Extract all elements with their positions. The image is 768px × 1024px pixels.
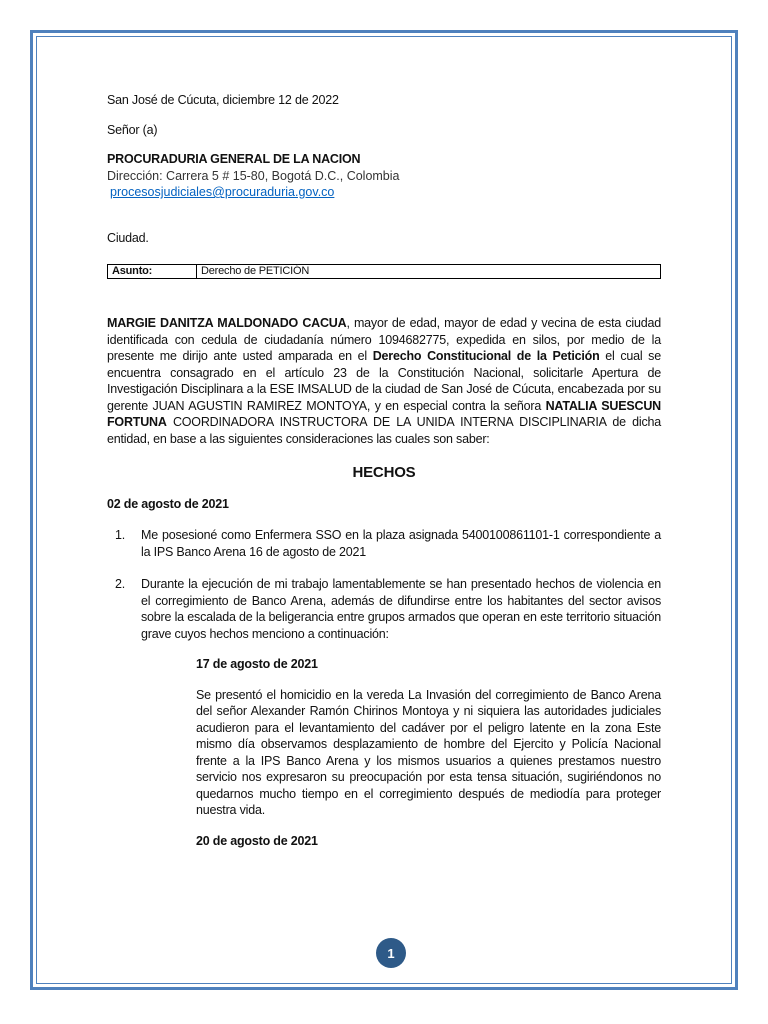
facts-date: 02 de agosto de 2021 — [107, 496, 229, 511]
subfact-paragraph: Se presentó el homicidio en la vereda La Invasión del corregimiento de Banco Arena del señor Alexander Ramón Chirinos Montoya y ni siquiera las autoridades judiciales acudieron para el levantamiento del cadáver por el peligro latente en la zona Este mismo día observamos desplazamiento de hombre del Ejercito y Policía Nacional frente a la IPS Banco Arena y los mismos usuarios a quienes prestamos nuestro servicio nos expresaron su preocupación por esta tensa situación, sugiriéndonos no quedarnos mucho tiempo en el corregimiento después de mediodía para proteger nuestra vida. — [196, 687, 661, 817]
constitutional-right: Derecho Constitucional de la Petición — [372, 349, 600, 363]
subfact-date: 17 de agosto de 2021 — [196, 657, 318, 671]
respondent-name: NATALIA SUESCUN FORTUNA — [107, 398, 661, 429]
page-number-badge: 1 — [376, 938, 406, 968]
recipient-address: Dirección: Carrera 5 # 15-80, Bogotá D.C., Colombia — [107, 168, 400, 183]
facts-list — [107, 527, 661, 642]
list-item: 2. Durante la ejecución de mi trabajo lamentablemente se han presentado hechos de violencia en el corregimiento de Banco Arena, además de difundirse entre los habitantes del sector avisos sobre la escalada de la beligerancia entre grupos armados que operan en este territorio situación grave cuyos hechos menciono a continuación: — [115, 577, 661, 641]
city: Ciudad. — [107, 230, 149, 245]
letter-body — [107, 92, 661, 849]
petitioner-name: MARGIE DANITZA MALDONADO CACUA — [107, 316, 347, 330]
salutation: Señor (a) — [107, 122, 158, 137]
place-date: San José de Cúcuta, diciembre 12 de 2022 — [107, 93, 339, 107]
section-title: HECHOS — [352, 464, 416, 481]
intro-paragraph: MARGIE DANITZA MALDONADO CACUA, mayor de edad, mayor de edad y vecina de esta ciudad identificada con cedula de ciudadanía número 1094682775, expedida en silos, por medio de la presente me dirijo ante usted amparada en el Derecho Constitucional de la Petición el cual se encuentra consagrado en el artículo 23 de la Constitución Nacional, solicitarle Apertura de Investigación Disciplinara a la ESE IMSALUD de la ciudad de San José de Cúcuta, encabezada por su gerente JUAN AGUSTIN RAMIREZ MONTOYA, y en especial contra la señora NATALIA SUESCUN FORTUNA COORDINADORA INSTRUCTORA DE LA UNIDA INTERNA DISCIPLINARIA de dicha entidad, en base a las siguientes consideraciones las cuales son saber: — [107, 316, 661, 446]
list-item: 1. Me posesioné como Enfermera SSO en la plaza asignada 5400100861101-1 correspondiente a la IPS Banco Arena 16 de agosto de 2021 — [115, 528, 661, 559]
recipient-email-link[interactable]: procesosjudiciales@procuraduria.gov.co — [110, 185, 335, 199]
subject-table — [107, 264, 661, 279]
subject-value: Derecho de PETICIÓN — [197, 265, 661, 279]
subject-label: Asunto: — [108, 265, 197, 279]
subfact-date: 20 de agosto de 2021 — [196, 833, 318, 848]
recipient-name: PROCURADURIA GENERAL DE LA NACION — [107, 152, 361, 166]
